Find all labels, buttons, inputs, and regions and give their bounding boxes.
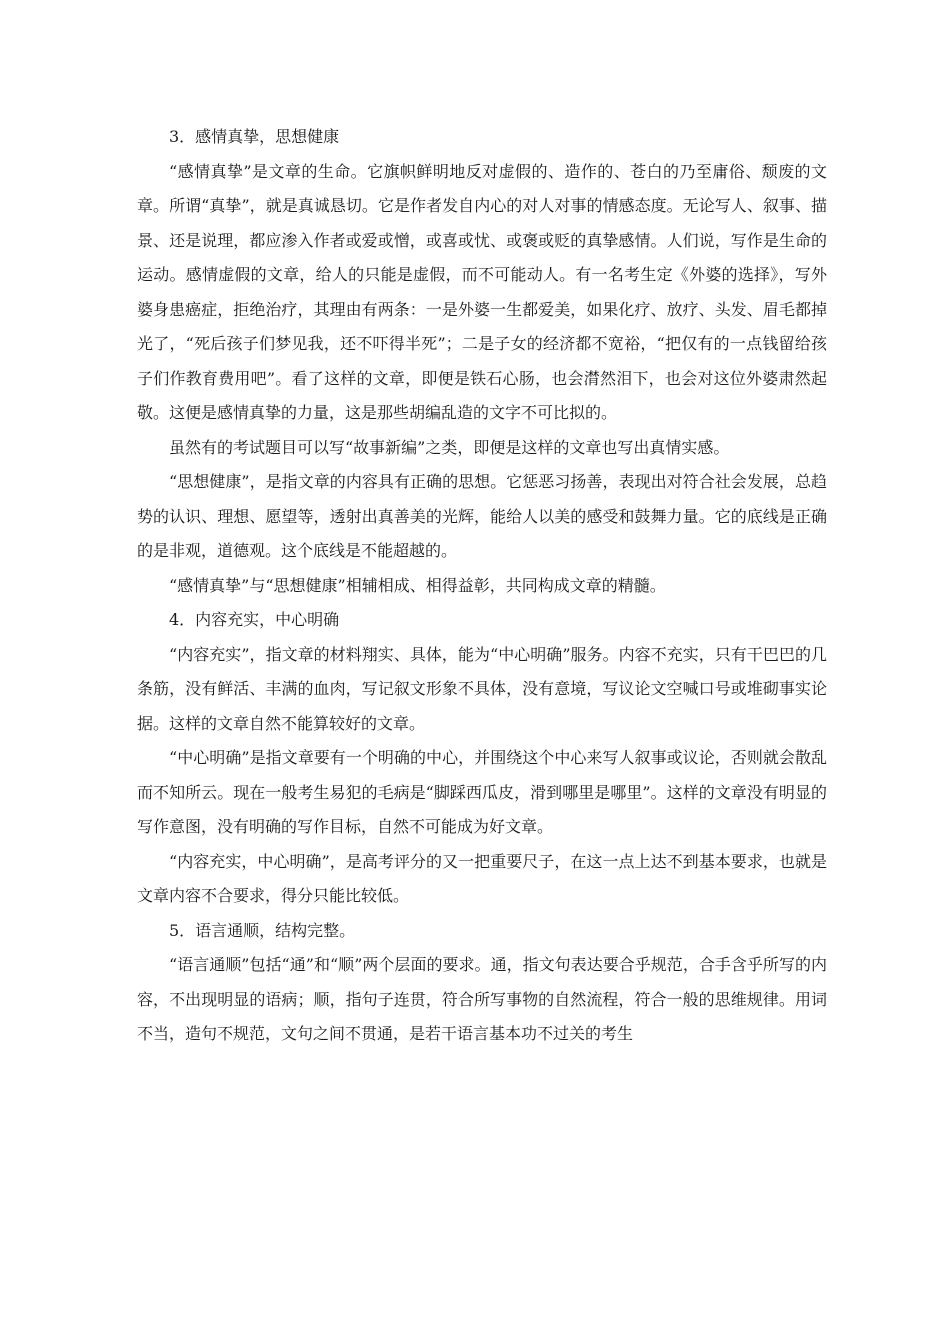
section-heading-5: 5．语言通顺，结构完整。	[169, 920, 356, 940]
section-heading-3: 3．感情真挚，思想健康	[169, 127, 340, 146]
paragraph-fluent-language: “语言通顺”包括“通”和“顺”两个层面的要求。通，指文句表达要合乎规范，合手含乎所写的内容，不出现明显的语病；顺，指句子连贯，符合所写事物的自然流程，符合一般的思维规律。用词不当，造句不规范，文句之间不贯通，是若干语言基本功不过关的考生	[137, 955, 827, 1043]
paragraph-scoring-ruler: “内容充实，中心明确”，是高考评分的又一把重要尺子，在这一点上达不到基本要求，也就是文章内容不合要求，得分只能比较低。	[137, 851, 827, 905]
paragraph-healthy-thought: “思想健康”，是指文章的内容具有正确的思想。它惩恶习扬善，表现出对符合社会发展，总趋势的认识、理想、愿望等，透射出真善美的光辉，能给人以美的感受和鼓舞力量。它的底线是正确的是非观，道德观。这个底线是不能超越的。	[137, 472, 827, 560]
paragraph-sincere-emotion: “感情真挚”是文章的生命。它旗帜鲜明地反对虚假的、造作的、苍白的乃至庸俗、颓废的文章。所谓“真挚”，就是真诚恳切。它是作者发自内心的对人对事的情感态度。无论写人、叙事、描景、还是说理，都应渗入作者或爱或憎，或喜或忧、或褒或贬的真挚感情。人们说，写作是生命的运动。感情虚假的文章，给人的只能是虚假，而不可能动人。有一名考生定《外婆的选择》，写外婆身患癌症，拒绝治疗，其理由有两条：一是外婆一生都爱美，如果化疗、放疗、头发、眉毛都掉光了，“死后孩子们梦见我，还不吓得半死”；二是子女的经济都不宽裕，“把仅有的一点钱留给孩子们作教育费用吧”。看了这样的文章，即便是铁石心肠，也会潸然泪下，也会对这位外婆肃然起敬。这便是感情真挚的力量，这是那些胡编乱造的文字不可比拟的。	[137, 161, 827, 422]
document-page	[137, 120, 827, 1052]
paragraph-story-rewrite: 虽然有的考试题目可以写“故事新编”之类，即便是这样的文章也写出真情实感。	[169, 437, 730, 457]
section-heading-4: 4．内容充实，中心明确	[169, 610, 340, 629]
paragraph-complement: “感情真挚”与“思想健康”相辅相成、相得益彰，共同构成文章的精髓。	[169, 575, 666, 595]
paragraph-substantial-content: “内容充实”，指文章的材料翔实、具体，能为“中心明确”服务。内容不充实，只有干巴巴的几条筋，没有鲜活、丰满的血肉，写记叙文形象不具体，没有意境，写议论文空喊口号或堆砌事实论据。这样的文章自然不能算较好的文章。	[137, 644, 827, 733]
paragraph-clear-theme: “中心明确”是指文章要有一个明确的中心，并围绕这个中心来写人叙事或议论，否则就会散乱而不知所云。现在一般考生易犯的毛病是“脚踩西瓜皮，滑到哪里是哪里”。这样的文章没有明显的写作意图，没有明确的写作目标，自然不可能成为好文章。	[137, 748, 827, 836]
